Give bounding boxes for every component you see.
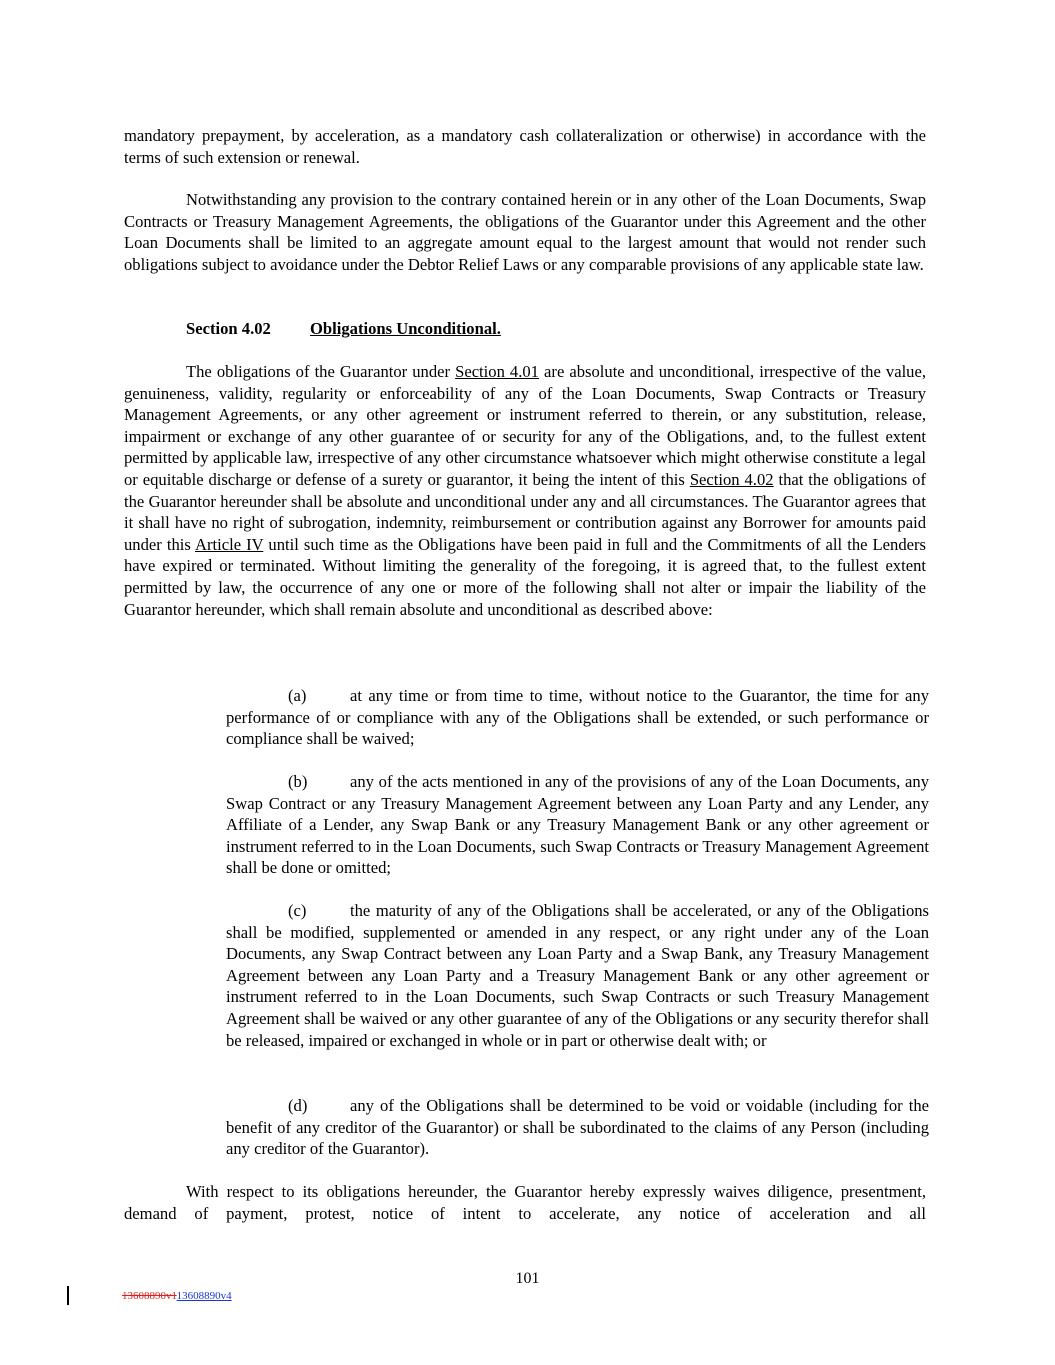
body-text-part-2: are absolute and unconditional, irrespective of the value, genuineness, validity, regularity or enforceability of any of the Loan Documents, Swap Contracts or Treasury Management Agreements, or any other agreement or instrument referred to therein, or any substitution, release, impairment or exchange of any other guarantee of or security for any of the Obligations, and, to the fullest extent permitted by applicable law, irrespective of any other circumstance whatsoever which might otherwise constitute a legal or equitable discharge or defense of a surety or guarantor, it being the intent of this <box>124 362 926 489</box>
waiver-paragraph <box>124 1181 926 1224</box>
list-item <box>226 771 929 879</box>
page-number: 101 <box>515 1270 540 1287</box>
notwithstanding-text: Notwithstanding any provision to the contrary contained herein or in any other of the Loan Documents, Swap Contracts or Treasury Management Agreements, the obligations of the Guarantor under this Agreement and the other Loan Documents shall be limited to an aggregate amount equal to the largest amount that would not render such obligations subject to avoidance under the Debtor Relief Laws or any comparable provisions of any applicable state law. <box>124 190 926 274</box>
continuation-text: mandatory prepayment, by acceleration, as a mandatory cash collateralization or otherwise) in accordance with the terms of such extension or renewal. <box>124 126 926 167</box>
list-item-label: (d) <box>288 1096 308 1115</box>
cross-reference-section-4-01: Section 4.01 <box>455 362 539 381</box>
revision-change-bar <box>67 1286 69 1305</box>
list-item <box>226 1095 929 1160</box>
list-item-label: (b) <box>288 772 308 791</box>
section-title: Obligations Unconditional. <box>310 319 501 338</box>
body-text-part-3: that the obligations of the Guarantor hereunder shall be absolute and unconditional under any and all circumstances. The Guarantor agrees that it shall have no right of subrogation, indemnity, reimbursement or contribution against any Borrower for amounts paid under this <box>124 469 926 554</box>
list-item <box>226 685 929 750</box>
obligations-text <box>124 361 926 620</box>
list-item-label: (c) <box>288 901 307 920</box>
document-id <box>122 1289 232 1303</box>
document-id-deleted: 13608890v1 <box>122 1290 177 1302</box>
waiver-text: With respect to its obligations hereunder, the Guarantor hereby expressly waives diligence, presentment, demand of payment, protest, notice of intent to accelerate, any notice of acceleration and all <box>124 1182 926 1223</box>
section-number: Section 4.02 <box>186 319 271 338</box>
list-item-label: (a) <box>288 686 307 705</box>
list-item-text: the maturity of any of the Obligations shall be accelerated, or any of the Obligations shall be modified, supplemented or amended in any respect, or any right under any of the Loan Documents, any Swap Contract between any Loan Party and a Swap Bank, any Treasury Management Agreement between any Loan Party and a Treasury Management Bank or any other agreement or instrument referred to in the Loan Documents, such Swap Contracts or such Treasury Management Agreement shall be waived or any other guarantee of any of the Obligations or any security therefor shall be released, impaired or exchanged in whole or in part or otherwise dealt with; or <box>226 901 929 1050</box>
list-item-text: any of the Obligations shall be determined to be void or voidable (including for the benefit of any creditor of the Guarantor) or shall be subordinated to the claims of any Person (including any creditor of the Guarantor). <box>226 1096 929 1159</box>
cross-reference-section-4-02: Section 4.02 <box>689 469 774 489</box>
notwithstanding-paragraph <box>124 189 926 275</box>
body-text-part-1: The obligations of the Guarantor under <box>186 362 456 381</box>
list-item <box>226 900 929 1051</box>
body-text-part-4: until such time as the Obligations have been paid in full and the Commitments of all the Lenders have expired or terminated. Without limiting the generality of the foregoing, it is agreed that, to the fullest extent permitted by law, the occurrence of any one or more of the following shall not alter or impair the liability of the Guarantor hereunder, which shall remain absolute and unconditional as described above: <box>124 534 926 619</box>
obligations-paragraph <box>124 361 926 620</box>
continuation-paragraph <box>124 125 926 168</box>
list-item-text: at any time or from time to time, without notice to the Guarantor, the time for any performance of or compliance with any of the Obligations shall be extended, or such performance or compliance shall be waived; <box>226 686 929 749</box>
section-heading <box>186 318 501 340</box>
document-id-inserted: 13608890v4 <box>176 1290 232 1302</box>
list-item-text: any of the acts mentioned in any of the provisions of any of the Loan Documents, any Swap Contract or any Treasury Management Agreement between any Loan Party and any Lender, any Affiliate of a Lender, any Swap Bank or any Treasury Management Bank or any other agreement or instrument referred to in the Loan Documents, such Swap Contracts or Treasury Management Agreement shall be done or omitted; <box>226 772 929 878</box>
cross-reference-article-iv: Article IV <box>194 534 264 554</box>
